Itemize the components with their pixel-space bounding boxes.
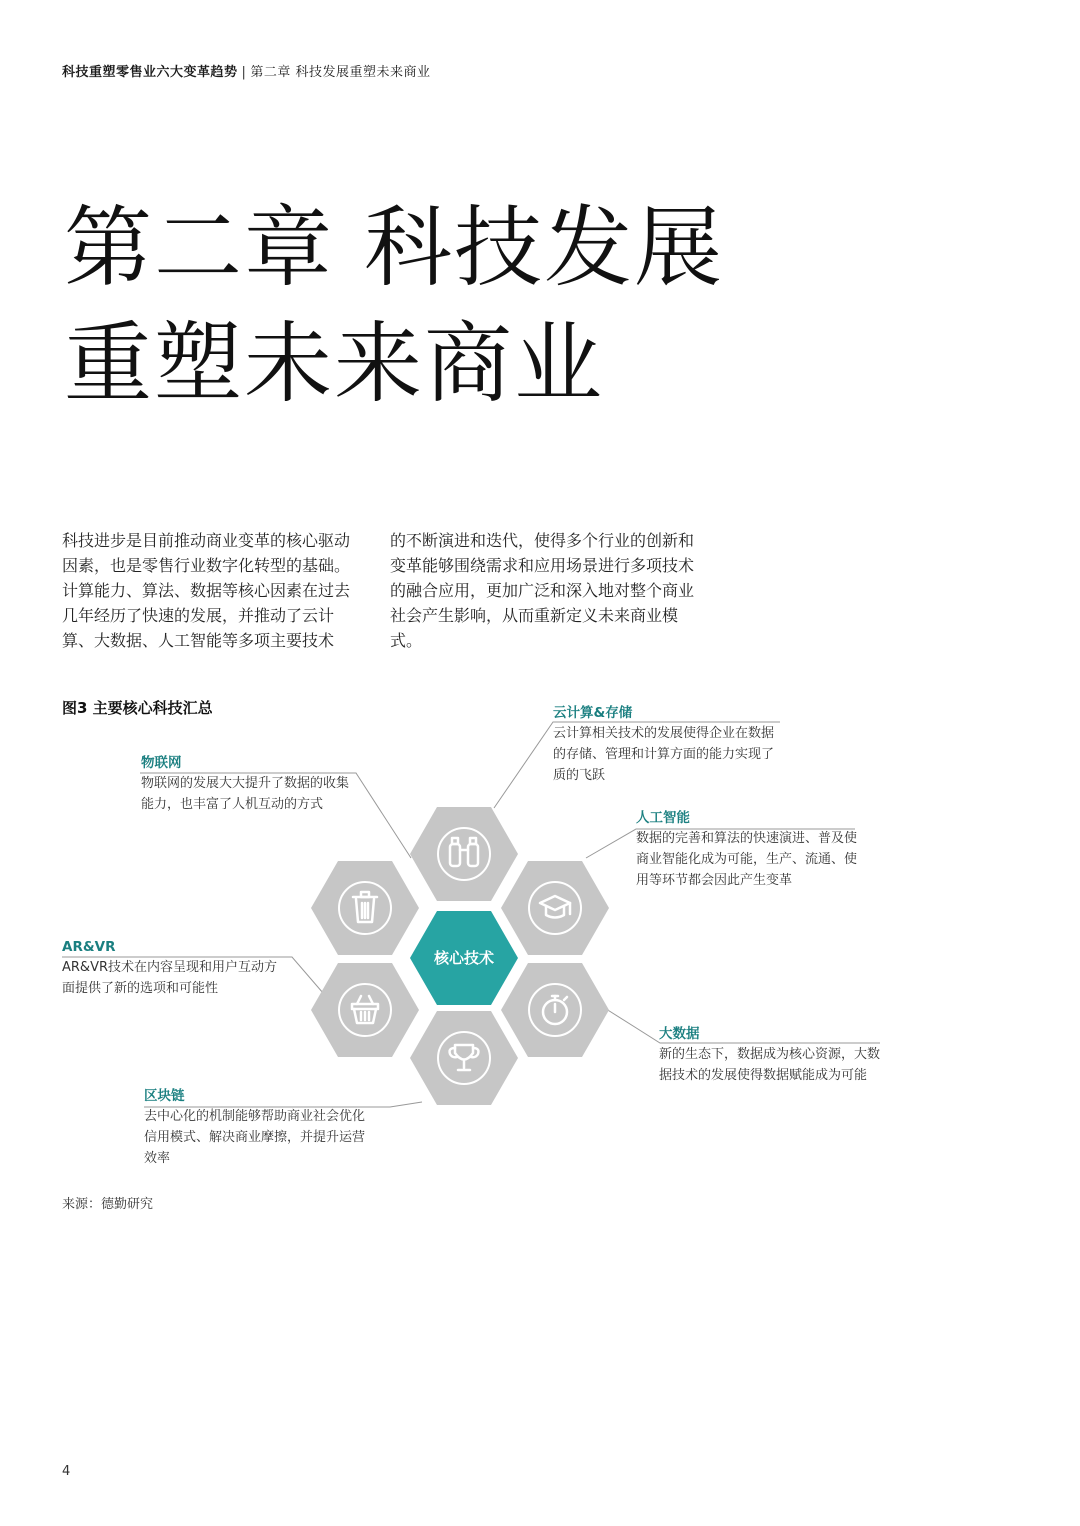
label-bigdata-text: 新的生态下，数据成为核心资源，大数据技术的发展使得数据赋能成为可能 xyxy=(659,1047,881,1083)
figure-caption: 图3 主要核心科技汇总 xyxy=(62,699,213,717)
report-title: 科技重塑零售业六大变革趋势 xyxy=(62,65,238,80)
label-blockchain-title: 区块链 xyxy=(144,1088,185,1104)
header-separator: | xyxy=(241,65,247,80)
label-ai xyxy=(636,808,861,891)
intro-paragraph-col-2: 的不断演进和迭代，使得多个行业的创新和变革能够围绕需求和应用场景进行多项技术的融合应用，更加广泛和深入地对整个商业社会产生影响，从而重新定义未来商业模式。 xyxy=(390,531,695,650)
label-iot-text: 物联网的发展大大提升了数据的收集能力，也丰富了人机互动的方式 xyxy=(141,776,350,812)
header-chapter: 第二章 科技发展重塑未来商业 xyxy=(250,65,431,80)
label-arvr-text: AR&VR技术在内容呈现和用户互动方面提供了新的选项和可能性 xyxy=(62,960,277,996)
label-ai-title: 人工智能 xyxy=(636,810,690,826)
label-cloud-title: 云计算&存储 xyxy=(553,705,633,721)
label-iot-title: 物联网 xyxy=(141,755,182,771)
page-title-line-1: 第二章 科技发展 xyxy=(64,196,724,299)
page-number: 4 xyxy=(62,1464,71,1479)
label-bigdata-title: 大数据 xyxy=(659,1026,700,1042)
intro-paragraph-col-1: 科技进步是目前推动商业变革的核心驱动因素，也是零售行业数字化转型的基础。计算能力、算法、数据等核心因素在过去几年经历了快速的发展，并推动了云计算、大数据、人工智能等多项主要技术 xyxy=(62,531,351,650)
label-iot xyxy=(141,753,361,815)
hex-cloud xyxy=(410,807,518,901)
label-blockchain-text: 去中心化的机制能够帮助商业社会优化信用模式、解决商业摩擦，并提升运营效率 xyxy=(144,1109,366,1166)
core-tech-label: 核心技术 xyxy=(433,949,495,967)
trash-can-icon xyxy=(353,892,377,922)
label-cloud xyxy=(553,703,783,786)
label-cloud-text: 云计算相关技术的发展使得企业在数据的存储、管理和计算方面的能力实现了质的飞跃 xyxy=(553,726,775,783)
page-title-line-2: 重塑未来商业 xyxy=(64,312,605,415)
label-arvr-title: AR&VR xyxy=(62,939,116,955)
label-ai-text: 数据的完善和算法的快速演进、普及使商业智能化成为可能，生产、流通、使用等环节都会因此产生变革 xyxy=(636,831,858,888)
label-bigdata xyxy=(659,1024,884,1086)
label-arvr xyxy=(62,937,282,999)
label-blockchain xyxy=(144,1086,369,1169)
hex-blockchain xyxy=(410,1011,518,1105)
hex-ai xyxy=(501,861,609,955)
source-note: 来源：德勤研究 xyxy=(62,1197,154,1212)
